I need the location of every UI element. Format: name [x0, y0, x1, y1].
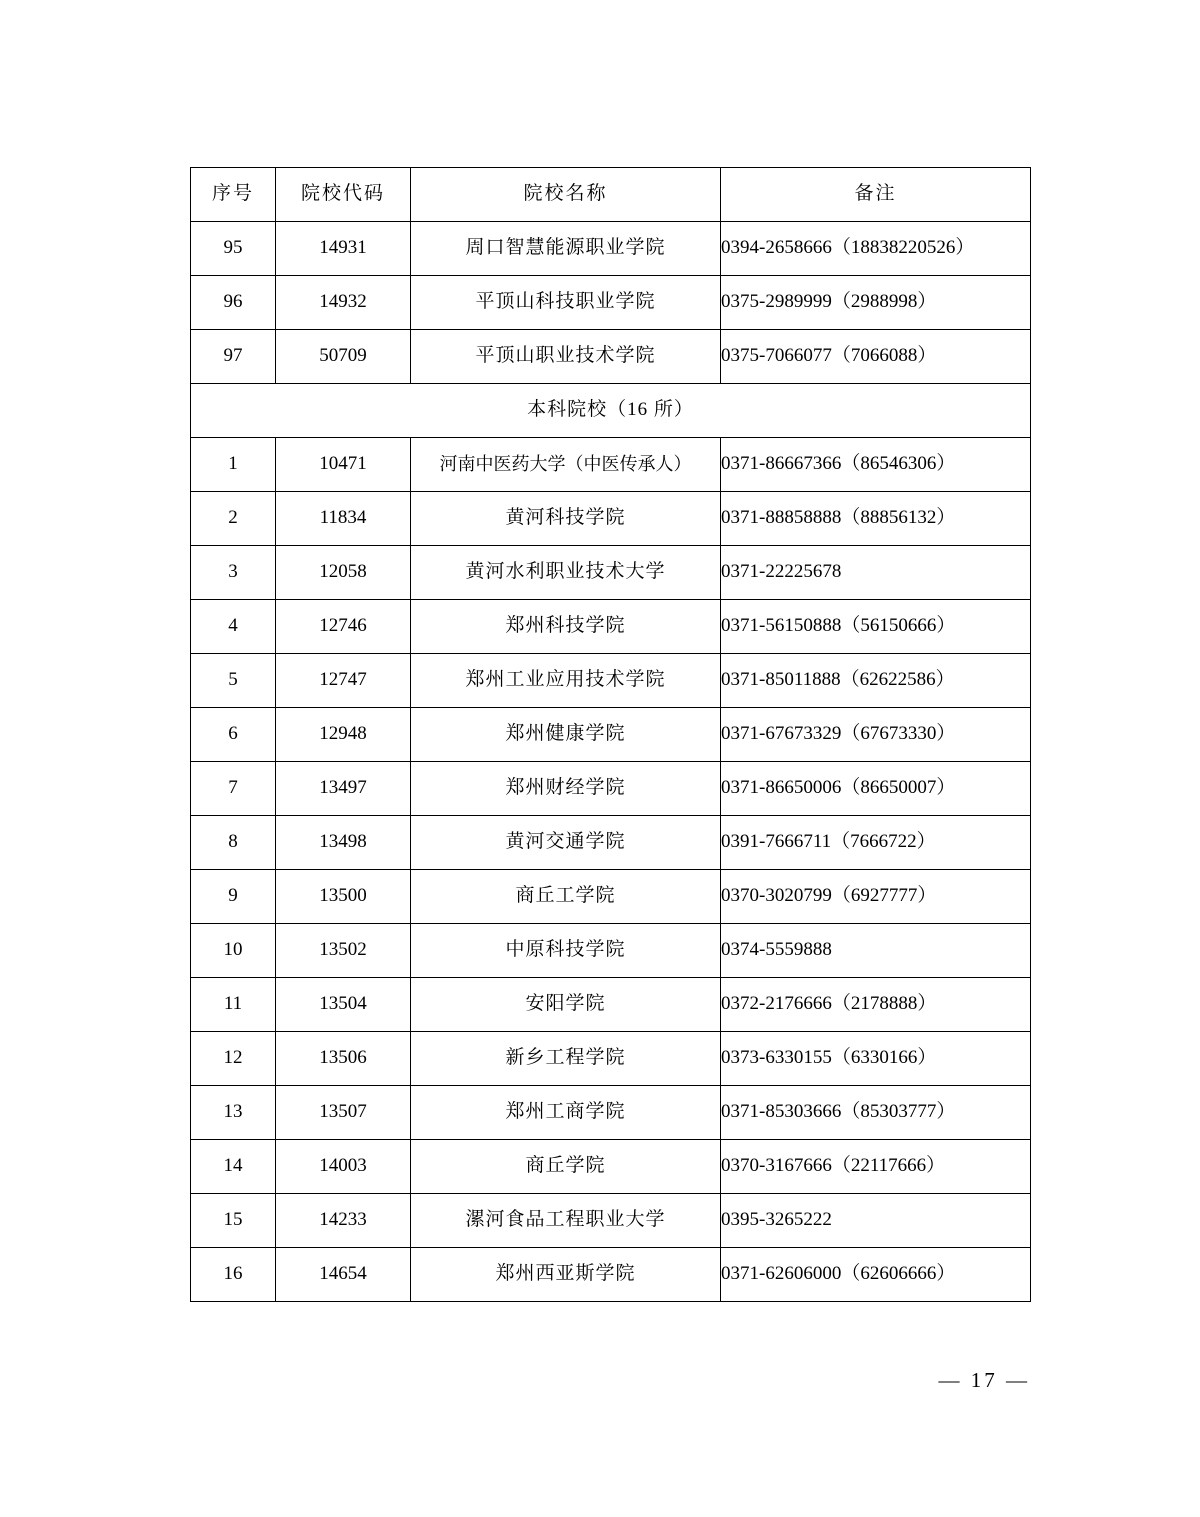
- table-row: [191, 330, 1031, 384]
- cell-index: 7: [191, 762, 276, 816]
- table-row: [191, 222, 1031, 276]
- cell-school-name: 漯河食品工程职业大学: [411, 1194, 721, 1248]
- table-row: [191, 708, 1031, 762]
- cell-code: 12058: [276, 546, 411, 600]
- cell-note: 0371-67673329（67673330）: [721, 708, 1031, 762]
- cell-school-name: 河南中医药大学（中医传承人）: [411, 438, 721, 492]
- cell-index: 16: [191, 1248, 276, 1302]
- cell-code: 13498: [276, 816, 411, 870]
- cell-code: 13502: [276, 924, 411, 978]
- cell-note: 0370-3167666（22117666）: [721, 1140, 1031, 1194]
- cell-note: 0373-6330155（6330166）: [721, 1032, 1031, 1086]
- cell-note: 0370-3020799（6927777）: [721, 870, 1031, 924]
- section-title: 本科院校（16 所）: [191, 384, 1031, 438]
- table-body: [191, 222, 1031, 1302]
- cell-index: 14: [191, 1140, 276, 1194]
- column-header-name: 院校名称: [411, 168, 721, 222]
- cell-code: 12747: [276, 654, 411, 708]
- cell-note: 0371-85303666（85303777）: [721, 1086, 1031, 1140]
- cell-code: 10471: [276, 438, 411, 492]
- cell-school-name: 平顶山职业技术学院: [411, 330, 721, 384]
- cell-index: 97: [191, 330, 276, 384]
- table-row: [191, 276, 1031, 330]
- cell-note: 0391-7666711（7666722）: [721, 816, 1031, 870]
- cell-school-name: 中原科技学院: [411, 924, 721, 978]
- cell-note: 0374-5559888: [721, 924, 1031, 978]
- cell-index: 13: [191, 1086, 276, 1140]
- table-row: [191, 492, 1031, 546]
- table-row: [191, 1086, 1031, 1140]
- table-row: [191, 1248, 1031, 1302]
- cell-index: 6: [191, 708, 276, 762]
- page-number: — 17 —: [938, 1368, 1030, 1392]
- cell-school-name: 新乡工程学院: [411, 1032, 721, 1086]
- table-row: [191, 816, 1031, 870]
- cell-code: 14932: [276, 276, 411, 330]
- table-row: [191, 546, 1031, 600]
- table-row: [191, 1140, 1031, 1194]
- cell-note: 0395-3265222: [721, 1194, 1031, 1248]
- cell-school-name: 安阳学院: [411, 978, 721, 1032]
- cell-code: 13500: [276, 870, 411, 924]
- cell-index: 2: [191, 492, 276, 546]
- table-row: [191, 600, 1031, 654]
- cell-school-name: 黄河交通学院: [411, 816, 721, 870]
- table-header-row: [191, 168, 1031, 222]
- cell-school-name: 商丘工学院: [411, 870, 721, 924]
- cell-school-name: 郑州工商学院: [411, 1086, 721, 1140]
- cell-index: 15: [191, 1194, 276, 1248]
- cell-school-name: 郑州科技学院: [411, 600, 721, 654]
- cell-index: 10: [191, 924, 276, 978]
- cell-index: 1: [191, 438, 276, 492]
- cell-note: 0371-62606000（62606666）: [721, 1248, 1031, 1302]
- cell-note: 0372-2176666（2178888）: [721, 978, 1031, 1032]
- column-header-code: 院校代码: [276, 168, 411, 222]
- cell-school-name: 黄河水利职业技术大学: [411, 546, 721, 600]
- cell-school-name: 商丘学院: [411, 1140, 721, 1194]
- cell-note: 0394-2658666（18838220526）: [721, 222, 1031, 276]
- cell-code: 13506: [276, 1032, 411, 1086]
- schools-table-wrapper: [190, 167, 1030, 1302]
- cell-code: 14003: [276, 1140, 411, 1194]
- cell-code: 50709: [276, 330, 411, 384]
- cell-note: 0371-56150888（56150666）: [721, 600, 1031, 654]
- cell-index: 4: [191, 600, 276, 654]
- cell-note: 0371-22225678: [721, 546, 1031, 600]
- table-row: [191, 654, 1031, 708]
- cell-code: 13497: [276, 762, 411, 816]
- cell-index: 3: [191, 546, 276, 600]
- cell-code: 11834: [276, 492, 411, 546]
- table-row: [191, 1032, 1031, 1086]
- cell-index: 12: [191, 1032, 276, 1086]
- cell-code: 13504: [276, 978, 411, 1032]
- cell-note: 0371-88858888（88856132）: [721, 492, 1031, 546]
- cell-school-name: 郑州西亚斯学院: [411, 1248, 721, 1302]
- cell-school-name: 郑州财经学院: [411, 762, 721, 816]
- cell-school-name: 郑州工业应用技术学院: [411, 654, 721, 708]
- table-row: [191, 870, 1031, 924]
- cell-index: 11: [191, 978, 276, 1032]
- cell-school-name: 黄河科技学院: [411, 492, 721, 546]
- cell-index: 9: [191, 870, 276, 924]
- cell-code: 13507: [276, 1086, 411, 1140]
- cell-note: 0375-7066077（7066088）: [721, 330, 1031, 384]
- table-section-header-row: [191, 384, 1031, 438]
- cell-index: 96: [191, 276, 276, 330]
- table-row: [191, 762, 1031, 816]
- cell-code: 12746: [276, 600, 411, 654]
- cell-code: 14654: [276, 1248, 411, 1302]
- table-row: [191, 924, 1031, 978]
- cell-school-name: 郑州健康学院: [411, 708, 721, 762]
- cell-index: 5: [191, 654, 276, 708]
- table-header: [191, 168, 1031, 222]
- schools-table: [190, 167, 1031, 1302]
- table-row: [191, 1194, 1031, 1248]
- column-header-note: 备注: [721, 168, 1031, 222]
- cell-code: 12948: [276, 708, 411, 762]
- cell-note: 0375-2989999（2988998）: [721, 276, 1031, 330]
- cell-index: 8: [191, 816, 276, 870]
- cell-note: 0371-85011888（62622586）: [721, 654, 1031, 708]
- cell-note: 0371-86667366（86546306）: [721, 438, 1031, 492]
- cell-note: 0371-86650006（86650007）: [721, 762, 1031, 816]
- cell-code: 14233: [276, 1194, 411, 1248]
- table-row: [191, 438, 1031, 492]
- cell-school-name: 平顶山科技职业学院: [411, 276, 721, 330]
- cell-school-name: 周口智慧能源职业学院: [411, 222, 721, 276]
- cell-index: 95: [191, 222, 276, 276]
- table-row: [191, 978, 1031, 1032]
- cell-code: 14931: [276, 222, 411, 276]
- column-header-index: 序号: [191, 168, 276, 222]
